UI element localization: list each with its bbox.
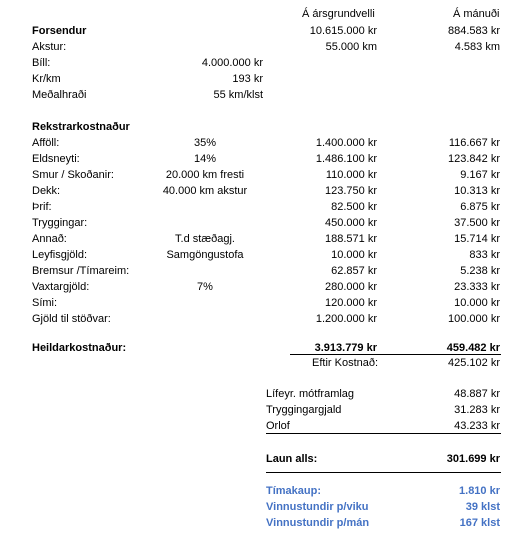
rekstrar-row-monthly: 15.714 kr bbox=[454, 233, 500, 245]
heildar-label: Heildarkostnaður: bbox=[32, 342, 127, 354]
heildar-monthly: 459.482 kr bbox=[446, 342, 500, 354]
rekstrar-row-label: Leyfisgjöld: bbox=[32, 249, 88, 261]
rekstrar-row-note: 35% bbox=[193, 137, 217, 149]
rekstrar-row-annual: 280.000 kr bbox=[325, 281, 377, 293]
forsendur-value: 4.000.000 kr bbox=[201, 57, 263, 69]
rekstrar-row-note: T.d stæðagj. bbox=[175, 233, 235, 245]
laun-value: 48.887 kr bbox=[454, 388, 500, 400]
forsendur-monthly-revenue: 884.583 kr bbox=[448, 25, 500, 37]
rekstrar-row-label: Smur / Skoðanir: bbox=[32, 169, 114, 181]
forsendur-label: Bíll: bbox=[32, 57, 51, 69]
section-title-forsendur: Forsendur bbox=[32, 25, 87, 37]
rekstrar-row-monthly: 9.167 kr bbox=[460, 169, 500, 181]
rekstrar-row-monthly: 116.667 kr bbox=[448, 137, 500, 149]
rekstrar-row-monthly: 10.000 kr bbox=[454, 297, 500, 309]
laun-label: Lífeyr. mótframlag bbox=[266, 388, 355, 400]
rekstrar-row-note: 40.000 km akstur bbox=[162, 185, 248, 197]
laun-divider bbox=[266, 433, 501, 434]
rekstrar-row-annual: 188.571 kr bbox=[325, 233, 377, 245]
laun-value: 31.283 kr bbox=[454, 404, 500, 416]
rekstrar-row-annual: 10.000 kr bbox=[331, 249, 377, 261]
rekstrar-row-monthly: 5.238 kr bbox=[460, 265, 500, 277]
forsendur-value: 55 km/klst bbox=[213, 89, 263, 101]
rekstrar-row-label: Eldsneyti: bbox=[32, 153, 80, 165]
forsendur-annual-km: 55.000 km bbox=[325, 41, 377, 53]
rekstrar-row-label: Tryggingar: bbox=[32, 217, 88, 229]
rekstrar-row-annual: 1.400.000 kr bbox=[315, 137, 377, 149]
forsendur-label: Kr/km bbox=[32, 73, 61, 85]
summary-value: 167 klst bbox=[459, 517, 500, 529]
laun-label: Orlof bbox=[266, 420, 290, 432]
laun-total-value: 301.699 kr bbox=[446, 453, 500, 465]
rekstrar-row-monthly: 10.313 kr bbox=[454, 185, 500, 197]
eftir-monthly: 425.102 kr bbox=[448, 357, 500, 369]
forsendur-value: 193 kr bbox=[232, 73, 263, 85]
summary-label: Vinnustundir p/viku bbox=[266, 501, 369, 513]
forsendur-label: Meðalhraði bbox=[32, 89, 87, 101]
rekstrar-row-monthly: 833 kr bbox=[469, 249, 500, 261]
summary-value: 39 klst bbox=[465, 501, 500, 513]
rekstrar-row-note: 20.000 km fresti bbox=[165, 169, 245, 181]
heildar-annual: 3.913.779 kr bbox=[314, 342, 377, 354]
rekstrar-row-note: Samgöngustofa bbox=[166, 249, 244, 261]
rekstrar-row-annual: 450.000 kr bbox=[325, 217, 377, 229]
forsendur-label: Akstur: bbox=[32, 41, 67, 53]
eftir-label: Eftir Kostnað: bbox=[312, 357, 379, 369]
rekstrar-row-label: Annað: bbox=[32, 233, 67, 245]
rekstrar-row-label: Dekk: bbox=[32, 185, 61, 197]
rekstrar-row-annual: 82.500 kr bbox=[331, 201, 377, 213]
rekstrar-row-label: Bremsur /Tímareim: bbox=[32, 265, 130, 277]
header-annual: Á ársgrundvelli bbox=[302, 8, 375, 20]
forsendur-annual-revenue: 10.615.000 kr bbox=[309, 25, 377, 37]
rekstrar-row-monthly: 37.500 kr bbox=[454, 217, 500, 229]
rekstrar-row-note: 7% bbox=[197, 281, 213, 293]
section-title-rekstrar: Rekstrarkostnaður bbox=[32, 121, 130, 133]
laun-total-divider bbox=[266, 472, 501, 473]
summary-value: 1.810 kr bbox=[459, 485, 500, 497]
rekstrar-row-monthly: 23.333 kr bbox=[454, 281, 500, 293]
rekstrar-row-label: Afföll: bbox=[32, 137, 60, 149]
header-monthly: Á mánuði bbox=[453, 8, 500, 20]
rekstrar-row-annual: 120.000 kr bbox=[325, 297, 377, 309]
laun-total-label: Laun alls: bbox=[266, 453, 318, 465]
rekstrar-row-monthly: 100.000 kr bbox=[448, 313, 500, 325]
rekstrar-row-annual: 62.857 kr bbox=[331, 265, 377, 277]
rekstrar-row-annual: 1.200.000 kr bbox=[315, 313, 377, 325]
forsendur-monthly-km: 4.583 km bbox=[454, 41, 500, 53]
rekstrar-row-annual: 123.750 kr bbox=[325, 185, 377, 197]
rekstrar-row-monthly: 123.842 kr bbox=[448, 153, 500, 165]
rekstrar-row-label: Sími: bbox=[32, 297, 58, 309]
rekstrar-row-label: Þrif: bbox=[32, 201, 52, 213]
rekstrar-row-annual: 1.486.100 kr bbox=[315, 153, 377, 165]
rekstrar-row-note: 14% bbox=[193, 153, 217, 165]
summary-label: Vinnustundir p/mán bbox=[266, 517, 370, 529]
heildar-divider bbox=[290, 354, 501, 355]
rekstrar-row-label: Vaxtargjöld: bbox=[32, 281, 90, 293]
rekstrar-row-label: Gjöld til stöðvar: bbox=[32, 313, 111, 325]
laun-label: Tryggingargjald bbox=[266, 404, 342, 416]
laun-value: 43.233 kr bbox=[454, 420, 500, 432]
rekstrar-row-monthly: 6.875 kr bbox=[460, 201, 500, 213]
summary-label: Tímakaup: bbox=[266, 485, 322, 497]
rekstrar-row-annual: 110.000 kr bbox=[325, 169, 377, 181]
